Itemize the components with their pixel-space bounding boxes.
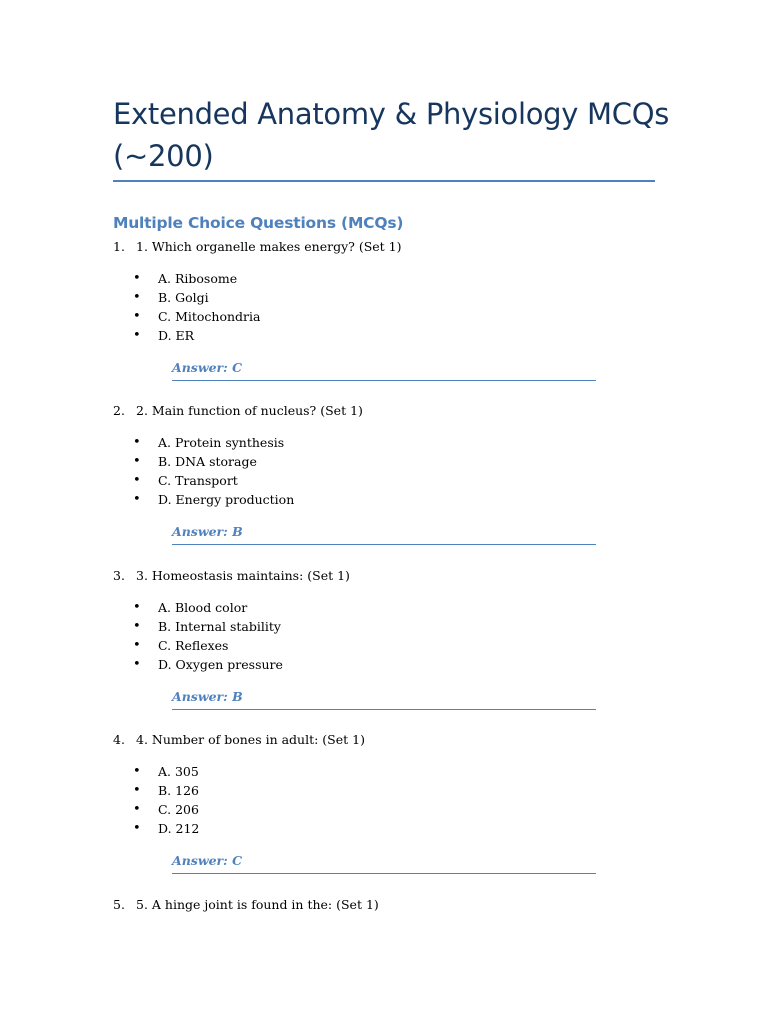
- bullet-icon: •: [133, 328, 141, 343]
- option-item: [113, 453, 513, 471]
- answer-underline: [172, 709, 596, 710]
- document-title: Extended Anatomy & Physiology MCQs (~200): [113, 97, 670, 173]
- option-item: [113, 637, 513, 655]
- bullet-icon: •: [133, 783, 141, 798]
- section-heading: Multiple Choice Questions (MCQs): [113, 214, 404, 232]
- option-item: [113, 472, 513, 490]
- answer-underline: [172, 544, 596, 545]
- option-item: [113, 656, 513, 674]
- bullet-icon: •: [133, 657, 141, 672]
- option-text: D. ER: [158, 328, 195, 343]
- option-item: [113, 618, 513, 636]
- option-item: [113, 270, 513, 288]
- answer-text: Answer: C: [172, 360, 243, 375]
- option-text: A. Blood color: [158, 600, 248, 615]
- option-item: [113, 327, 513, 345]
- bullet-icon: •: [133, 492, 141, 507]
- answer-text: Answer: B: [172, 689, 243, 704]
- question-text: 4. Number of bones in adult: (Set 1): [136, 732, 365, 747]
- question-line: [113, 567, 673, 585]
- option-text: A. 305: [158, 764, 199, 779]
- question-number: 4.: [113, 732, 125, 747]
- bullet-icon: •: [133, 454, 141, 469]
- option-item: [113, 289, 513, 307]
- title-underline: [113, 180, 655, 182]
- bullet-icon: •: [133, 309, 141, 324]
- answer-text: Answer: B: [172, 524, 243, 539]
- option-text: C. Mitochondria: [158, 309, 261, 324]
- option-item: [113, 434, 513, 452]
- option-text: D. Oxygen pressure: [158, 657, 283, 672]
- option-text: A. Ribosome: [158, 271, 238, 286]
- option-item: [113, 308, 513, 326]
- question-number: 5.: [113, 897, 125, 912]
- question-text: 2. Main function of nucleus? (Set 1): [136, 403, 363, 418]
- question-number: 2.: [113, 403, 125, 418]
- option-text: B. DNA storage: [158, 454, 257, 469]
- option-text: C. 206: [158, 802, 199, 817]
- question-text: 1. Which organelle makes energy? (Set 1): [136, 239, 402, 254]
- option-text: B. 126: [158, 783, 199, 798]
- question-line: [113, 238, 673, 256]
- bullet-icon: •: [133, 290, 141, 305]
- bullet-icon: •: [133, 435, 141, 450]
- option-text: C. Reflexes: [158, 638, 229, 653]
- option-item: [113, 801, 513, 819]
- question-number: 3.: [113, 568, 125, 583]
- option-item: [113, 599, 513, 617]
- answer-block: [172, 523, 596, 547]
- answer-block: [172, 359, 596, 383]
- option-text: C. Transport: [158, 473, 238, 488]
- option-item: [113, 820, 513, 838]
- question-line: [113, 402, 673, 420]
- bullet-icon: •: [133, 619, 141, 634]
- option-text: A. Protein synthesis: [158, 435, 285, 450]
- bullet-icon: •: [133, 821, 141, 836]
- bullet-icon: •: [133, 638, 141, 653]
- question-line: [113, 731, 673, 749]
- option-item: [113, 491, 513, 509]
- answer-block: [172, 852, 596, 876]
- answer-text: Answer: C: [172, 853, 243, 868]
- option-text: B. Internal stability: [158, 619, 281, 634]
- option-item: [113, 763, 513, 781]
- question-line: [113, 896, 673, 914]
- option-text: D. 212: [158, 821, 200, 836]
- question-text: 5. A hinge joint is found in the: (Set 1): [136, 897, 379, 912]
- question-text: 3. Homeostasis maintains: (Set 1): [136, 568, 350, 583]
- question-number: 1.: [113, 239, 125, 254]
- option-text: B. Golgi: [158, 290, 209, 305]
- bullet-icon: •: [133, 473, 141, 488]
- bullet-icon: •: [133, 271, 141, 286]
- option-item: [113, 782, 513, 800]
- answer-underline: [172, 873, 596, 874]
- bullet-icon: •: [133, 764, 141, 779]
- option-text: D. Energy production: [158, 492, 295, 507]
- answer-block: [172, 688, 596, 712]
- bullet-icon: •: [133, 600, 141, 615]
- answer-underline: [172, 380, 596, 381]
- bullet-icon: •: [133, 802, 141, 817]
